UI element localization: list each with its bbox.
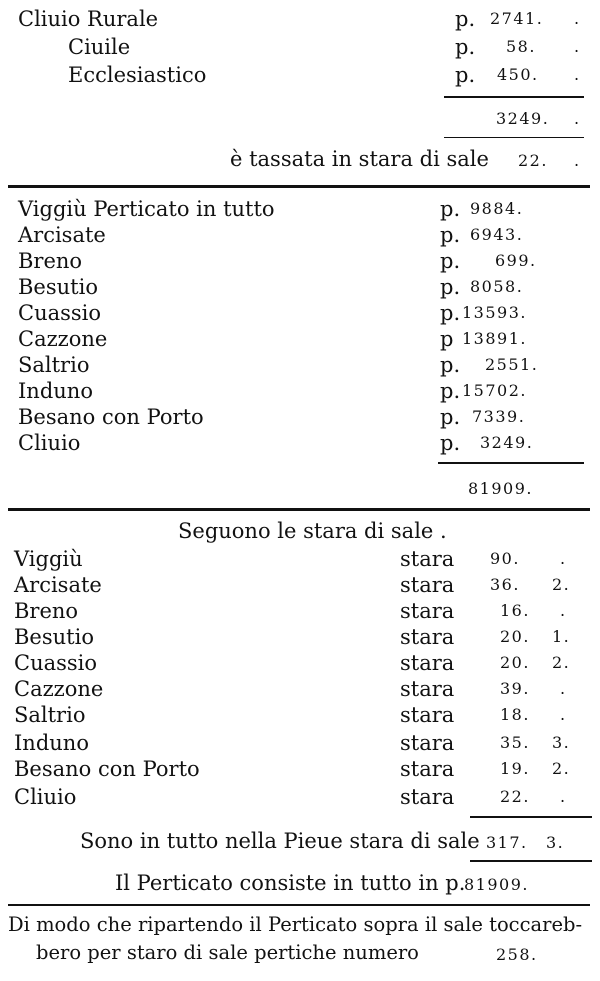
stara-row-value: 20. [500,627,530,646]
perticato-row-name: Induno [18,379,93,403]
stara-row-unit: stara [400,625,455,649]
stara-row-unit: stara [400,703,455,727]
stara-row-value: 39. [500,679,530,698]
perticato-row-p: p. [440,353,461,377]
row-name: Ecclesiastico [68,63,207,87]
sum-rule [444,96,584,98]
row-tail: . [574,9,581,28]
stara-row-unit: stara [400,547,455,571]
row-p: p. [455,63,476,87]
perticato-row-name: Cazzone [18,327,108,351]
section-divider [8,508,590,511]
stara-row-name: Cuassio [14,651,98,675]
stara-row-value: 20. [500,653,530,672]
conclusion-line-1: Di modo che ripartendo il Perticato sopra il sale toccareb- [8,913,583,936]
sum-rule [470,860,592,862]
perticato-row-name: Besutio [18,275,98,299]
perticato-row-name: Breno [18,249,83,273]
stara-row-value: 35. [500,733,530,752]
stara-row-name: Besutio [14,625,94,649]
stara-row-frac: . [560,787,567,806]
stara-sum-frac: 3. [546,833,565,852]
stara-row-frac: 3. [552,733,571,752]
stara-row-unit: stara [400,757,455,781]
stara-row-frac: . [560,601,567,620]
stara-row-value: 18. [500,705,530,724]
row-p: p. [455,35,476,59]
perticato-row-p: p. [440,249,461,273]
perticato-row-name: Viggiù Perticato in tutto [18,197,275,221]
stara-row-name: Viggiù [14,547,83,571]
stara-row-frac: . [560,549,567,568]
perticato-row-value: 3249. [480,433,534,452]
stara-row-frac: . [560,705,567,724]
row-name: Ciuile [68,35,131,59]
stara-heading: Seguono le stara di sale . [178,519,447,543]
stara-row-frac: 1. [552,627,571,646]
tax-text: è tassata in stara di sale [230,147,489,171]
perticato-row-value: 15702. [462,381,527,400]
stara-row-unit: stara [400,651,455,675]
perticato-row-value: 6943. [470,225,524,244]
perticato-row-value: 9884. [470,199,524,218]
perticato-row-name: Besano con Porto [18,405,204,429]
conclusion-value: 258. [496,945,538,964]
row-value: 2741. [490,9,544,28]
stara-row-unit: stara [400,573,455,597]
stara-row-frac: 2. [552,575,571,594]
stara-row-unit: stara [400,731,455,755]
perticato-row-value: 2551. [485,355,539,374]
row-name: Cliuio Rurale [18,7,159,31]
sum-rule [438,462,584,464]
stara-row-value: 36. [490,575,520,594]
perticato-row-value: 7339. [472,407,526,426]
sum-rule [444,137,584,138]
perticato-row-value: 8058. [470,277,524,296]
perticato-total: 81909. [468,479,533,498]
perticato-row-p: p [440,327,454,351]
conclusion-line-2: bero per staro di sale pertiche numero [36,941,419,964]
tax-tail: . [574,151,581,170]
stara-row-name: Besano con Porto [14,757,200,781]
sum-rule [470,816,592,818]
perticato-row-p: p. [440,223,461,247]
stara-row-unit: stara [400,677,455,701]
stara-row-unit: stara [400,599,455,623]
row-value: 58. [506,37,536,56]
stara-row-value: 16. [500,601,530,620]
perticato-row-name: Cuassio [18,301,102,325]
stara-row-frac: 2. [552,759,571,778]
perticato-row-value: 699. [495,251,537,270]
perticato-row-p: p. [440,301,461,325]
stara-row-name: Induno [14,731,89,755]
stara-row-name: Cliuio [14,785,77,809]
stara-row-value: 19. [500,759,530,778]
perticato-row-p: p. [440,431,461,455]
stara-row-name: Saltrio [14,703,86,727]
stara-row-name: Breno [14,599,79,623]
stara-row-value: 90. [490,549,520,568]
row-value: 450. [497,65,539,84]
section-divider [8,904,590,906]
perticato-row-p: p. [440,379,461,403]
stara-row-unit: stara [400,785,455,809]
stara-row-frac: 2. [552,653,571,672]
stara-row-name: Arcisate [14,573,102,597]
cliuio-total: 3249. [496,109,550,128]
perticato-row-name: Cliuio [18,431,81,455]
perticato-row-name: Arcisate [18,223,106,247]
section-divider [8,185,590,188]
perticato-row-name: Saltrio [18,353,90,377]
row-tail: . [574,65,581,84]
perticato-row-p: p. [440,405,461,429]
perticato-total-text: Il Perticato consiste in tutto in p. [115,871,466,895]
stara-row-frac: . [560,679,567,698]
row-p: p. [455,7,476,31]
stara-row-name: Cazzone [14,677,104,701]
stara-sum-value: 317. [486,833,528,852]
stara-sum-text: Sono in tutto nella Pieue stara di sale [80,829,480,853]
row-tail: . [574,37,581,56]
perticato-row-p: p. [440,275,461,299]
perticato-row-p: p. [440,197,461,221]
stara-row-value: 22. [500,787,530,806]
perticato-row-value: 13593. [462,303,527,322]
perticato-row-value: 13891. [462,329,527,348]
tax-value: 22. [518,151,548,170]
perticato-total-value: 81909. [464,875,529,894]
cliuio-total-tail: . [574,109,581,128]
